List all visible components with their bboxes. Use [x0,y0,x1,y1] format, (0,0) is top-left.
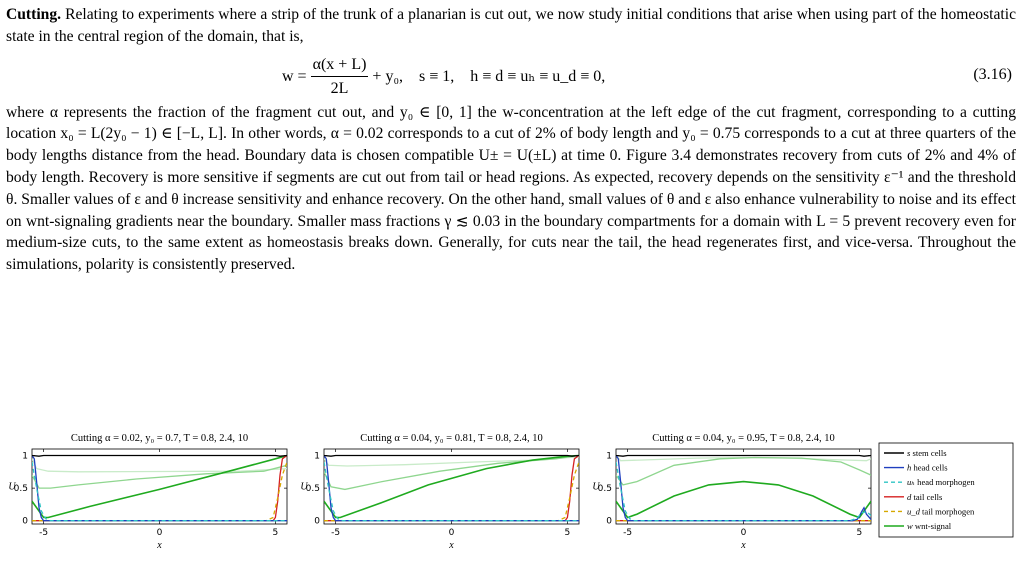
equation-numerator: α(x + L) [311,54,369,78]
paragraph-1-text: Relating to experiments where a strip of the trunk of a planarian is cut out, we now study initial conditions that arise when using part of the homeostatic state in the central region of the domain, that is, [6,6,1016,45]
y-tick-label: 0.5 [597,484,612,495]
legend-entry-d: d tail cells [907,491,943,502]
series-line-w2 [616,458,871,485]
series-line-s [32,456,287,457]
x-tick-label: -5 [39,528,49,538]
y-tick-label: 0.5 [13,484,28,495]
y-tick-label: 0 [314,516,320,527]
equation-body [282,54,605,101]
legend [878,442,1014,538]
plot-cutting-2 [294,429,584,564]
paragraph-2 [6,102,1016,276]
plot-title: Cutting α = 0.02, y₀ = 0.7, T = 0.8, 2.4, 10 [70,433,249,444]
series-group [616,456,871,521]
series-line-h [616,456,871,521]
series-line-w3 [616,482,871,518]
plot-cutting-1 [2,429,292,564]
y-tick-label: 1 [314,451,320,462]
x-tick-label: 5 [272,528,279,538]
series-line-w3 [324,456,579,518]
series-line-w2 [324,456,579,490]
y-tick-label: 0.5 [305,484,320,495]
legend-entry-w: w wnt-signal [907,521,952,531]
x-tick-label: 0 [448,528,455,538]
x-tick-label: 0 [740,528,747,538]
x-axis-label: x [157,540,162,551]
series-line-s [324,456,579,457]
plot-title: Cutting α = 0.04, y₀ = 0.81, T = 0.8, 2.4, 10 [360,433,543,444]
series-group [32,456,287,521]
x-axis-label: x [741,540,746,551]
legend-entry-s: s stem cells [907,448,947,458]
legend-entry-uh: uₕ head morphogen [907,477,975,488]
plot-frame [32,449,287,524]
equation-3-16 [6,50,1016,100]
plot-title: Cutting α = 0.04, y₀ = 0.95, T = 0.8, 2.4, 10 [652,433,835,444]
x-tick-label: -5 [331,528,341,538]
run-in-heading: Cutting. [6,6,62,23]
x-tick-label: 5 [856,528,863,538]
y-tick-label: 0 [606,516,612,527]
equation-fraction [311,54,369,101]
series-line-w2 [32,465,287,488]
series-line-uh [324,462,579,521]
x-axis-label: x [449,540,454,551]
plot-frame [616,449,871,524]
series-line-uh [616,462,871,521]
paragraph-2-text: where α represents the fraction of the fragment cut out, and y₀ ∈ [0, 1] the w-concentration at the left edge of the cut fragment, corresponding to a cutting location x₀ = L(2y₀ − 1) ∈ [−L, L]. In other words, α = 0.02 corresponds to a cut of 2% of body length and y₀ = 0.75 corresponds to a cut at three quarters of the body lengths distance from the head. Boundary data is chosen compatible U± = U(±L) at time 0. Figure 3.4 demonstrates recovery from cuts of 2% and 4% of body length. Recovery is more sensitive if segments are cut out from tail or head regions. As expected, recovery depends on the sensitivity ε⁻¹ and the threshold θ. Smaller values of ε and θ increase sensitivity and enhance recovery. On the other hand, small values of θ and ε also enhance vulnerability to noise and its effect on wnt-signaling gradients near the boundary. Smaller mass fractions γ ≲ 0.03 in the boundary compartments for a domain with L = 5 prevent recovery even for medium-size cuts, to the same extent as homeostasis breaks down. Generally, for cuts near the tail, the head regenerates first, and vice-versa. Throughout the simulations, polarity is consistently preserved. [6,103,1016,274]
equation-plus-term: + y₀, [372,67,404,85]
y-axis-label: U [592,481,600,493]
y-axis-label: U [300,481,308,493]
equation-number: (3.16) [973,65,1012,83]
text-block [6,4,1016,276]
series-group [324,456,579,521]
figure-row [0,425,1021,573]
x-tick-label: 5 [564,528,571,538]
plot-cutting-3 [586,429,876,564]
legend-entry-h: h head cells [907,462,948,473]
equation-h-part: h ≡ d ≡ uₕ ≡ u_d ≡ 0, [470,67,606,85]
series-line-w1 [324,457,579,466]
paragraph-cutting [6,4,1016,48]
x-tick-label: 0 [156,528,163,538]
equation-lhs: w = [282,67,307,85]
y-tick-label: 0 [22,516,28,527]
legend-entry-ud: u_d tail morphogen [907,506,975,517]
equation-s-part: s ≡ 1, [419,67,455,85]
y-axis-label: U [8,481,16,493]
series-line-ud [324,462,579,521]
series-line-s [616,456,871,457]
y-tick-label: 1 [606,451,612,462]
equation-denominator: 2L [330,80,349,98]
series-line-w3 [32,456,287,518]
x-tick-label: -5 [623,528,633,538]
y-tick-label: 1 [22,451,28,462]
